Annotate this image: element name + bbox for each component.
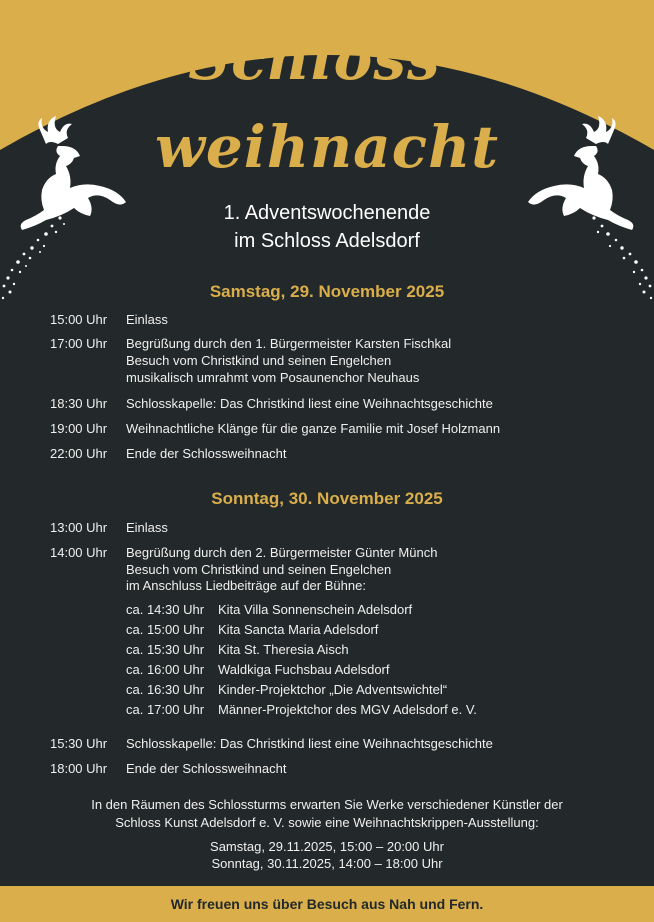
footer-banner: Wir freuen uns über Besuch aus Nah und Fern. [0, 886, 654, 922]
schedule-desc: Weihnachtliche Klänge für die ganze Familie mit Josef Holzmann [126, 421, 501, 436]
schedule-time: 18:00 Uhr [50, 761, 108, 776]
schedule-time: 13:00 Uhr [50, 520, 108, 535]
schedule-desc: Einlass [126, 312, 168, 327]
performance-name: Kita Sancta Maria Adelsdorf [218, 622, 379, 637]
performance-time: ca. 15:30 Uhr [126, 642, 205, 657]
schedule-desc: Besuch vom Christkind und seinen Engelchen [126, 353, 392, 368]
performance-time: ca. 17:00 Uhr [126, 702, 205, 717]
schedule-desc: Begrüßung durch den 1. Bürgermeister Karsten Fischkal [126, 336, 452, 351]
performance-item [126, 700, 477, 720]
performance-item [126, 660, 390, 680]
performance-time: ca. 14:30 Uhr [126, 602, 205, 617]
sunday-heading: Sonntag, 30. November 2025 [211, 489, 443, 508]
schedule-time: 15:00 Uhr [50, 312, 108, 327]
schedule-desc: Schlosskapelle: Das Christkind liest eine Weihnachtsgeschichte [126, 736, 493, 751]
subtitle-line-1: 1. Adventswochenende [223, 202, 431, 224]
schedule-desc: Einlass [126, 520, 168, 535]
title-line-2: weihnacht [154, 113, 500, 181]
performance-time: ca. 16:00 Uhr [126, 662, 205, 677]
schedule-time: 22:00 Uhr [50, 446, 108, 461]
exhibition-text-1: In den Räumen des Schlossturms erwarten Sie Werke verschiedener Künstler der [91, 797, 563, 812]
performance-item [126, 640, 349, 660]
performance-name: Kita St. Theresia Aisch [218, 642, 349, 657]
schedule-time: 14:00 Uhr [50, 545, 108, 560]
schedule-desc: Besuch vom Christkind und seinen Engelchen [126, 562, 392, 577]
schedule-desc: Ende der Schlossweihnacht [126, 761, 287, 776]
performance-name: Kinder-Projektchor „Die Adventswichtel“ [218, 682, 448, 697]
schedule-time: 19:00 Uhr [50, 421, 108, 436]
exhibition-hours-2: Sonntag, 30.11.2025, 14:00 – 18:00 Uhr [211, 856, 443, 871]
schedule-desc: Schlosskapelle: Das Christkind liest eine Weihnachtsgeschichte [126, 396, 493, 411]
schedule-desc: Begrüßung durch den 2. Bürgermeister Günter Münch [126, 545, 438, 560]
saturday-heading: Samstag, 29. November 2025 [209, 282, 445, 301]
performance-item [126, 600, 412, 620]
performance-name: Waldkiga Fuchsbau Adelsdorf [218, 662, 390, 677]
exhibition-hours-1: Samstag, 29.11.2025, 15:00 – 20:00 Uhr [210, 839, 444, 854]
performance-name: Männer-Projektchor des MGV Adelsdorf e. V. [218, 702, 477, 717]
schedule-time: 17:00 Uhr [50, 336, 108, 351]
title-line-1: Schloss- [188, 25, 466, 93]
performance-item [126, 620, 378, 640]
exhibition-text-2: Schloss Kunst Adelsdorf e. V. sowie eine Weihnachtskrippen-Ausstellung: [115, 815, 539, 830]
performance-time: ca. 15:00 Uhr [126, 622, 205, 637]
schedule-desc: Ende der Schlossweihnacht [126, 446, 287, 461]
performance-time: ca. 16:30 Uhr [126, 682, 205, 697]
schedule-time: 15:30 Uhr [50, 736, 108, 751]
schedule-desc: musikalisch umrahmt vom Posaunenchor Neuhaus [126, 370, 420, 385]
schedule-desc: im Anschluss Liedbeiträge auf der Bühne: [126, 578, 366, 593]
subtitle-line-2: im Schloss Adelsdorf [234, 230, 420, 252]
performance-item [126, 680, 447, 700]
schedule-time: 18:30 Uhr [50, 396, 108, 411]
performance-name: Kita Villa Sonnenschein Adelsdorf [218, 602, 413, 617]
